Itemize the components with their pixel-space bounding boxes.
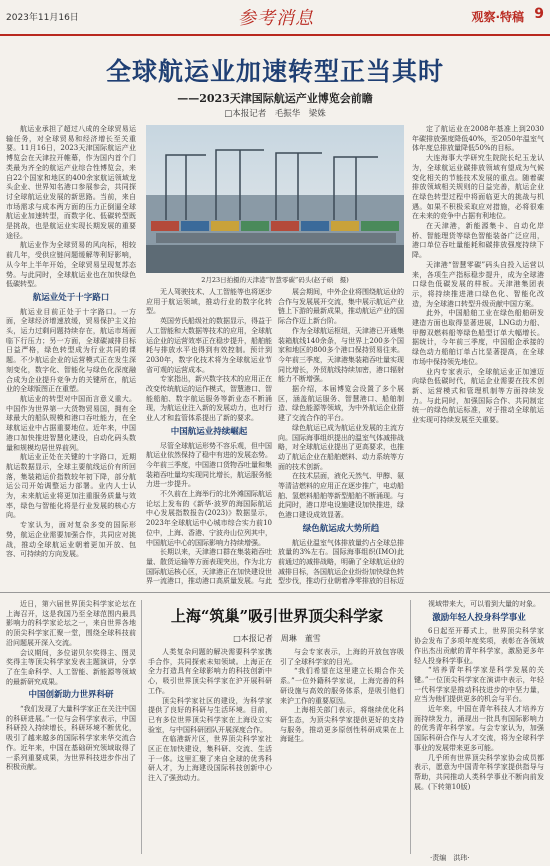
paragraph: 航运业目前正处于十字路口。一方面，全球经济增速放缓，贸易保护主义抬头，运力过剩问题持续存在，航运市场面临下行压力；另一方面，全球碳减排目标日益严格，绿色转型成为行业共同的课题。不少航运企业的运营模式正在发生深刻变化，数字化、智能化与绿色化深度融合成为企业提升竞争力的关键所在，航运业的全球版图正在重塑。 xyxy=(6,307,136,394)
editor-credit: ·责编 洪玮· xyxy=(430,854,470,862)
paragraph: 不久前在上海举行的北外滩国际航运论坛上发布的《新华·波罗的海国际航运中心发展指数报告(2023)》数据显示，2023年全球航运中心城市综合实力前10位中，上海、香港、宁波舟山位列其中，中国航运中心的国际影响力持续增强。 xyxy=(146,490,272,547)
port-photo xyxy=(146,125,404,273)
article-column-2 xyxy=(146,288,272,585)
page-number: 9 xyxy=(534,6,544,22)
subheading: 绿色航运成大势所趋 xyxy=(302,523,380,534)
paragraph: “我们希望在这里建立长期合作关系。”一位外籍科学家说，上海完善的科研设施与高效的服务体系，是吸引他们来沪工作的重要原因。 xyxy=(280,667,404,705)
paragraph: 顶尖科学家社区的建设，为科学家提供了良好的科研与生活环境。目前，已有多位世界顶尖科学家在上海设立实验室，与中国科研团队开展深度合作。 xyxy=(148,696,272,734)
paragraph: 绿色航运已成为航运业发展的主流方向。国际海事组织提出的温室气体减排战略，对全球航运业提出了更高要求，也推动了航运企业在船舶燃料、动力系统等方面的技术创新。 xyxy=(278,423,404,471)
column-divider xyxy=(410,600,411,854)
subheading: 航运业处于十字路口 xyxy=(32,292,110,303)
article-column-3 xyxy=(278,288,404,585)
paragraph: 6日起至开幕式上，世界顶尖科学家协会发布了多项年度奖项，表彰在各领域作出杰出贡献的青年科学家，激励更多年轻人投身科学事业。 xyxy=(414,627,544,665)
section-divider xyxy=(0,592,550,593)
bottom-center-column-2 xyxy=(280,648,404,854)
subheading: 激励年轻人投身科学事业 xyxy=(432,612,526,623)
paragraph: 尽管全球航运形势不容乐观，但中国航运业依然保持了稳中有进的发展态势。今年前三季度，中国港口货物吞吐量和集装箱吞吐量均实现同比增长，航运服务能力进一步提升。 xyxy=(146,441,272,489)
paragraph: 长期以来，天津港口群在集装箱吞吐量、散货运输等方面表现突出，作为北方国际航运核心区，天津港正在加快建设世界一流港口，推动港口高质量发展。与此 xyxy=(146,548,272,585)
page-header xyxy=(0,0,550,36)
paragraph: 近日，第六届世界顶尖科学家论坛在上海召开，这是我国乃至全球范围内最具影响力的科学家论坛之一，来自世界各地的顶尖科学家汇聚一堂，围绕全球科技前沿问题展开深入交流。 xyxy=(6,600,136,647)
paragraph: 作为全球航运枢纽，天津港已开通集装箱航线140余条，与世界上200多个国家和地区的800多个港口保持贸易往来。今年前三季度，天津港集装箱吞吐量实现同比增长，外贸航线持续加密，港口辐射能力不断增强。 xyxy=(278,326,404,384)
photo-caption: 2月23日拍摄的天津港“智慧零碳”码头(赵子硕 摄) xyxy=(201,276,349,284)
paragraph: 定了航运业在2008年基准上到2030年碳排放强度降低40%，至2050年温室气体年度总排放量降低50%的目标。 xyxy=(412,125,544,153)
newspaper-brand: 参考消息 xyxy=(238,8,314,29)
paragraph: 航运业作为全球贸易的风向标，相较前几年，受供应链问题缓解等利好影响，从今年上半年开始，全球贸易呈现复苏态势。与此同时，全球航运业也在加快绿色低碳转型。 xyxy=(6,241,136,289)
paragraph: 航运业正处在关键的十字路口，近期航运数据显示，全球主要航线运价有所回落，集装箱运价指数较年初下降，部分航运公司开始调整运力部署。业内人士认为，未来航运业将更加注重服务质量与效率，绿色与智能化将是行业发展的核心方向。 xyxy=(6,453,136,520)
paragraph: 此外，中国船舶工业在绿色船舶研发建造方面也取得显著进展，LNG动力船、甲醇双燃料船等绿色船型订单大幅增长。据统计，今年前三季度，中国船企承接的绿色动力船舶订单占比显著提高，在全球市场中保持领先地位。 xyxy=(412,309,544,366)
subheading: 中国创新助力世界科研 xyxy=(28,690,114,701)
paragraph: 航运业温室气体排放量约占全球总排放量的3%左右。国际海事组织(IMO)此前通过的减排战略，明确了全球航运业的减排目标，各国航运企业纷纷加快绿色转型步伐，推动行业朝着净零排放的目标迈 xyxy=(278,538,404,585)
paragraph: 会议期间，多位诺贝尔奖得主、图灵奖得主等顶尖科学家发表主题演讲，分享了在生命科学、人工智能、新能源等领域的最新研究成果。 xyxy=(6,648,136,686)
column-divider xyxy=(141,600,142,854)
bottom-center-column-1 xyxy=(148,648,272,854)
paragraph: 在天津港，新能源集卡、自动化岸桥、智能理货等绿色智能装备广泛应用，港口单位吞吐量能耗和碳排放强度持续下降。 xyxy=(412,222,544,260)
secondary-headline: 上海“筑巢”吸引世界顶尖科学家 xyxy=(170,607,384,625)
port-photo-image xyxy=(146,125,404,273)
main-headline: 全球航运业加速转型正当其时 xyxy=(105,57,444,86)
paragraph: 上海相关部门表示，将继续优化科研生态，为顶尖科学家提供更好的支持与服务，推动更多原创性科研成果在上海诞生。 xyxy=(280,706,404,744)
paragraph: “我们发现了大量科学家正在关注中国的科研进展。”一位与会科学家表示，中国科研投入持续增长，科研环境不断优化，吸引了越来越多的国际科学家来华交流合作。近年来，中国在基础研究领域取得了一系列重要成果，为世界科技进步作出了积极贡献。 xyxy=(6,705,136,772)
article-column-1 xyxy=(6,125,136,585)
paragraph: 航运业的转型对中国而言意义重大。中国作为世界第一大货物贸易国，拥有全球最大的船队规模和港口吞吐能力，在全球航运业中占据重要地位。近年来，中国港口加快推进智慧化建设，自动化码头数量和规模均居世界前列。 xyxy=(6,394,136,452)
paragraph: 无人驾驶技术、人工智能等也将逐步应用于航运领域，推动行业的数字化转型。 xyxy=(146,288,272,316)
paragraph: 航运业承担了超过八成的全球贸易运输任务，对全球贸易和经济增长至关重要。11月16日，2023天津国际航运产业博览会在天津拉开帷幕，作为国内首个门类最为齐全的航运产业综合性博览会，来自22个国家和地区的400余家航运领域龙头企业、世界知名港口参展参会，共同探讨全球航运业发展的新思路。当前，来自市场需求与成本两方面的压力正倒逼全球航运业加速转型，而数字化、低碳转型既是挑战，也是航运业实现长期发展的重要途径。 xyxy=(6,125,136,240)
bottom-left-article xyxy=(6,600,136,854)
paragraph: 专家指出，新兴数字技术的应用正在改变传统航运的运作模式，智慧港口、智能船舶、数字航运服务等新业态不断涌现，为航运业注入新的发展动力，也对行业人才和监管体系提出了新的要求。 xyxy=(146,375,272,423)
article-column-4 xyxy=(412,125,544,585)
main-subheadline: ——2023天津国际航运产业博览会前瞻 xyxy=(177,92,373,105)
issue-date: 2023年11月16日 xyxy=(6,13,79,23)
paragraph: 据介绍，本届博览会设置了多个展区，涵盖航运服务、智慧港口、船舶制造、绿色能源等领域，为中外航运企业搭建了交流合作的平台。 xyxy=(278,385,404,423)
section-name: 观察·特稿 xyxy=(471,10,524,24)
paragraph: 专家认为，面对复杂多变的国际形势，航运企业需要加强合作，共同应对挑战，推动全球航运业朝着更加开放、包容、可持续的方向发展。 xyxy=(6,521,136,559)
paragraph: 英国劳氏船级社的数据显示，得益于人工智能和大数据等技术的应用，全球航运企业的运营效率正在稳步提升，船舶能耗与排放水平也得到有效控制。预计到2030年，数字化技术将为全球航运业节省可观的运营成本。 xyxy=(146,317,272,374)
paragraph: 大连海事大学研究生院院长纪玉龙认为，全球航运业碳排放领域有望成为气候变化相关的节能技术发展的重点。随着碳排放领域相关规则的日益完善，航运企业在绿色转型过程中将面临更大的挑战与机遇。如果不积极采取应对措施，必将很难在未来的竞争中占据有利地位。 xyxy=(412,154,544,221)
subheading: 中国航运业持续崛起 xyxy=(170,426,248,437)
paragraph: 与会专家表示，上海的开放包容吸引了全球科学家的目光。 xyxy=(280,648,404,666)
paragraph: 视域带来大，可以看到大量的对象。 xyxy=(428,600,540,608)
paragraph: 在临港新片区，世界顶尖科学家社区正在加快建设，集科研、交流、生活于一体。这里汇聚了来自全球的优秀科研人才，为上海建设国际科技创新中心注入了强劲动力。 xyxy=(148,735,272,783)
paragraph: “培养青年科学家是科学发展的关键。”一位顶尖科学家在演讲中表示，年轻一代科学家是推动科技进步的中坚力量，应当为他们提供更多的机会与平台。 xyxy=(414,666,544,704)
paragraph: 展会期间，中外企业将围绕航运业的合作与发展展开交流，集中展示航运产业链上下游的最新成果，推动航运产业的国际合作迈上新台阶。 xyxy=(278,288,404,326)
paragraph: 几乎所有世界顶尖科学家协会成员都表示，愿意为中国青年科学家提供指导与帮助，共同推动人类科学事业不断向前发展。(下转第10版) xyxy=(414,753,544,791)
bottom-right-article xyxy=(414,600,544,850)
main-byline: □本报记者 毛振华 梁姝 xyxy=(224,109,326,119)
paragraph: 近年来，中国在青年科技人才培养方面持续发力，涌现出一批具有国际影响力的优秀青年科学家。与会专家认为，加强国际科研合作与人才交流，将为全球科学事业的发展带来更多可能。 xyxy=(414,705,544,752)
paragraph: 在技术层面，液化天然气、甲醇、氨等清洁燃料的应用正在逐步推广，电动船舶、氢燃料船舶等新型船舶不断涌现。与此同时，港口岸电设施建设加快推进，绿色港口建设成效显著。 xyxy=(278,472,404,520)
paragraph: 业内专家表示，全球航运业正加速迈向绿色低碳时代，航运企业需要在技术创新、运营模式和管理机制等方面持续发力。与此同时，加强国际合作、共同制定统一的绿色航运标准，对于推动全球航运业实现可持续发展至关重要。 xyxy=(412,367,544,425)
paragraph: 人类复杂问题的解决需要科学家携手合作，共同探索未知领域。上海正在全力打造具有全球影响力的科技创新中心，吸引世界顶尖科学家在沪开展科研工作。 xyxy=(148,648,272,695)
secondary-byline: □本报记者 周琳 董雪 xyxy=(233,634,321,643)
paragraph: 天津港“智慧零碳”码头自投入运营以来，各项生产指标稳步提升，成为全球港口绿色低碳发展的样板。天津港集团表示，将持续推进港口绿色化、智能化改造，为全球港口转型升级贡献中国方案。 xyxy=(412,260,544,308)
